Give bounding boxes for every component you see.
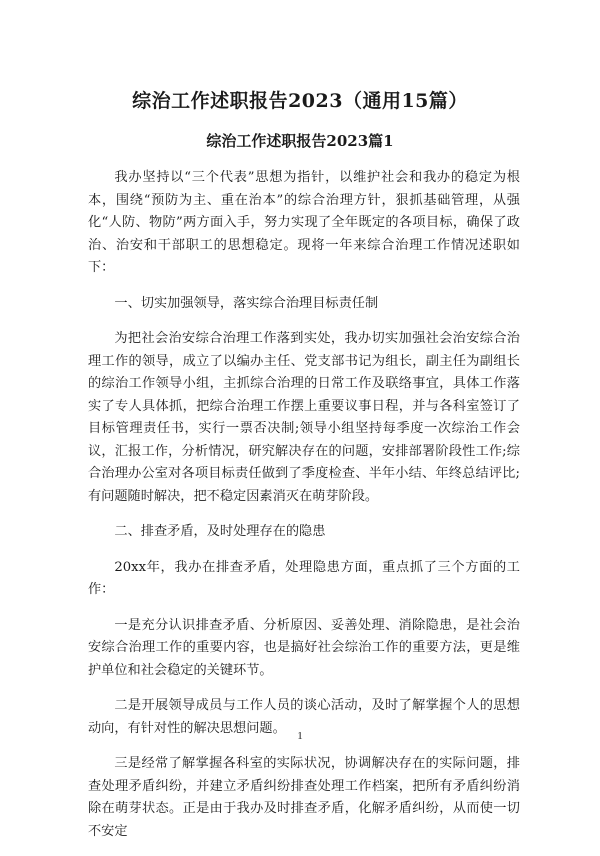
paragraph-leadership: 为把社会治安综合治理工作落到实处，我办切实加强社会治安综合治理工作的领导，成立了以编办主任、党支部书记为组长，副主任为副组长的综治工作领导小组，主抓综合治理的日常工作及联络事宜，具体工作落实了专人具体抓，把综合治理工作摆上重要议事日程，并与各科室签订了目标管理责任书，实行一票否决制;领导小组坚持每季度一次综治工作会议，汇报工作，分析情况，研究解决存在的问题，安排部署阶段性工作;综合治理办公室对各项目标责任做到了季度检查、半年小结、年终总结评比;有问题随时解决，把不稳定因素消灭在萌芽阶段。 xyxy=(88,331,520,504)
paragraph-point-2: 二是开展领导成员与工作人员的谈心活动，及时了解掌握个人的思想动向，有针对性的解决思想问题。 xyxy=(88,698,520,736)
paragraph-year-summary: 20xx年，我办在排查矛盾，处理隐患方面，重点抓了三个方面的工作： xyxy=(88,559,520,597)
document-body xyxy=(88,167,520,856)
document-title: 综治工作述职报告2023（通用15篇） xyxy=(132,90,468,112)
paragraph-point-1: 一是充分认识排查矛盾、分析原因、妥善处理、消除隐患，是社会治安综合治理工作的重要内容，也是搞好社会综治工作的重要方法，更是维护单位和社会稳定的关键环节。 xyxy=(88,617,520,678)
page-number: 1 xyxy=(297,730,303,742)
section-heading-2: 二、排查矛盾，及时处理存在的隐患 xyxy=(114,524,326,539)
paragraph-intro: 我办坚持以“三个代表”思想为指针，以维护社会和我办的稳定为根本，围绕“预防为主、重在治本”的综合治理方针，狠抓基础管理，从强化“人防、物防”两方面入手，努力实现了全年既定的各项目标，确保了政治、治安和干部职工的思想稳定。现将一年来综合治理工作情况述职如下： xyxy=(88,170,520,275)
paragraph-point-3: 三是经常了解掌握各科室的实际状况，协调解决存在的实际问题，排查处理矛盾纠纷，并建立矛盾纠纷排查处理工作档案，把所有矛盾纠纷消除在萌芽状态。正是由于我办及时排查矛盾，化解矛盾纠纷，从而使一切不安定 xyxy=(88,756,520,839)
section-title: 综治工作述职报告2023篇1 xyxy=(206,132,394,150)
section-heading-1: 一、切实加强领导，落实综合治理目标责任制 xyxy=(114,295,379,311)
